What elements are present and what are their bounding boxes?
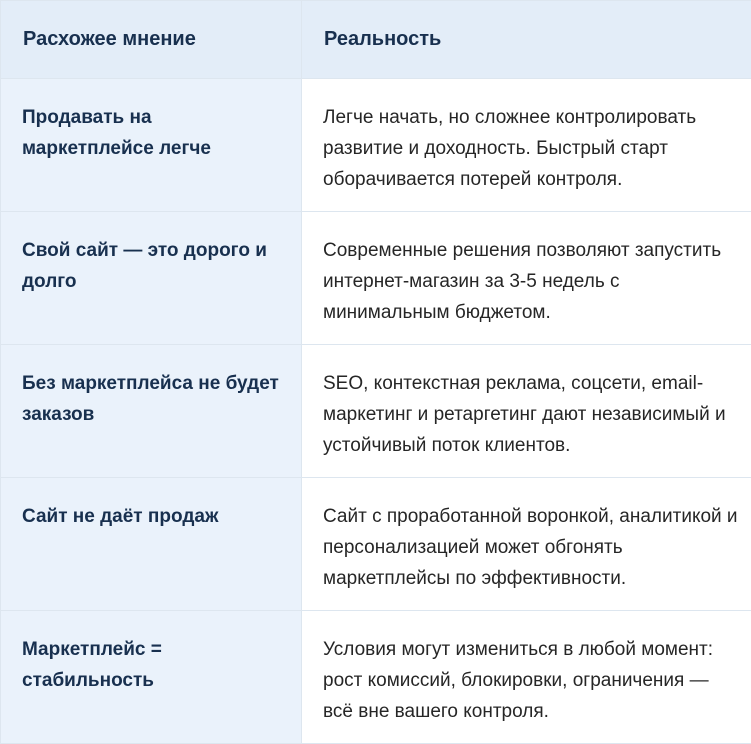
header-reality: Реальность xyxy=(302,1,751,79)
reality-cell: Сайт с проработанной воронкой, аналитикой и персонализацией может обгонять маркетплейсы по эффективности. xyxy=(302,478,751,611)
myth-cell: Сайт не даёт продаж xyxy=(1,478,302,611)
myth-cell: Маркетплейс = стабильность xyxy=(1,611,302,744)
reality-cell: Условия могут измениться в любой момент: рост комиссий, блокировки, ограничения — всё вне вашего контроля. xyxy=(302,611,751,744)
reality-cell: Легче начать, но сложнее контролировать развитие и доходность. Быстрый старт оборачивается потерей контроля. xyxy=(302,79,751,212)
reality-cell: SEO, контекстная реклама, соцсети, email-маркетинг и ретаргетинг дают независимый и устойчивый поток клиентов. xyxy=(302,345,751,478)
table-body xyxy=(1,79,751,744)
table-row xyxy=(1,212,751,345)
myth-cell: Без маркетплейса не будет заказов xyxy=(1,345,302,478)
table-row xyxy=(1,611,751,744)
myth-cell: Продавать на маркетплейсе легче xyxy=(1,79,302,212)
myth-cell: Свой сайт — это дорого и долго xyxy=(1,212,302,345)
table-header xyxy=(1,1,751,79)
table-row xyxy=(1,79,751,212)
header-row xyxy=(1,1,751,79)
table-row xyxy=(1,478,751,611)
header-myth: Расхожее мнение xyxy=(1,1,302,79)
table-row xyxy=(1,345,751,478)
reality-cell: Современные решения позволяют запустить интернет-магазин за 3-5 недель с минимальным бюджетом. xyxy=(302,212,751,345)
